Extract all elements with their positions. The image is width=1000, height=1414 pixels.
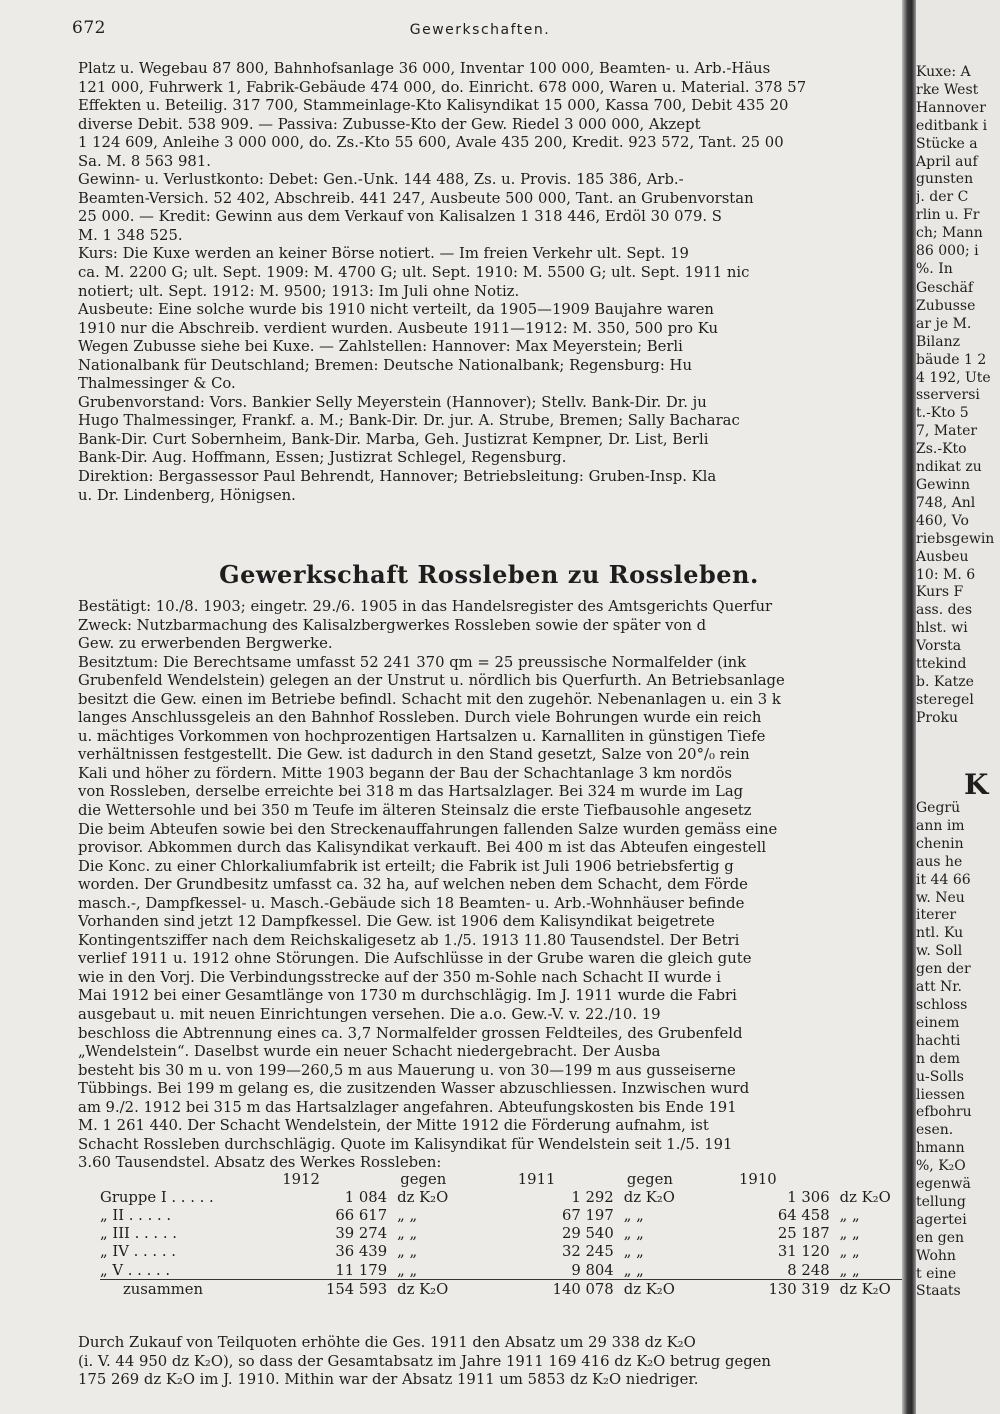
- adjacent-page-line: t eine: [916, 1265, 957, 1282]
- book-gutter: [902, 0, 916, 1414]
- total-1910: 130 319: [686, 1280, 830, 1299]
- text-line: Kurs: Die Kuxe werden an keiner Börse notiert. — Im freien Verkehr ult. Sept. 19: [78, 245, 689, 263]
- text-line: besteht bis 30 m u. von 199—260,5 m aus Mauerung u. von 30—199 m aus gusseiserne: [78, 1061, 736, 1079]
- table-row: [100, 1206, 902, 1224]
- text-line: Grubenvorstand: Vors. Bankier Selly Meyerstein (Hannover); Stellv. Bank-Dir. Dr. ju: [78, 393, 707, 411]
- text-line: besitzt die Gew. einen im Betriebe befindl. Schacht mit den zugehör. Nebenanlagen u. ein 3 k: [78, 690, 781, 708]
- text-line: Beamten-Versich. 52 402, Abschreib. 441 247, Ausbeute 500 000, Tant. an Grubenvorstan: [78, 189, 754, 207]
- text-line: u. mächtiges Vorkommen von hochprozentigen Hartsalzen u. Karnalliten in günstigen Tiefe: [78, 727, 766, 745]
- text-line: ausgebaut u. mit neuen Einrichtungen versehen. Die a.o. Gew.-V. v. 22./10. 19: [78, 1006, 661, 1024]
- total-1911: 140 078: [459, 1280, 613, 1299]
- adjacent-page-lines-bottom: [916, 800, 1000, 1301]
- adjacent-page-line: Wohn: [916, 1247, 956, 1264]
- unit-1911: „ „: [623, 1225, 644, 1243]
- adjacent-page-line: 10: M. 6: [916, 566, 976, 583]
- group-name: Gruppe I . . . . .: [100, 1188, 214, 1206]
- value-1912: 36 439: [335, 1243, 388, 1261]
- page-number: 672: [72, 18, 106, 38]
- text-line: langes Anschlussgeleis an den Bahnhof Rossleben. Durch viele Bohrungen wurde ein reich: [78, 709, 762, 727]
- adjacent-page-line: Kurs F: [916, 584, 964, 601]
- adjacent-page-line: hmann: [916, 1140, 965, 1157]
- unit-1912: „ „: [397, 1243, 418, 1261]
- text-line: provisor. Abkommen durch das Kalisyndikat verkauft. Bei 400 m ist das Abteufen eingestell: [78, 839, 767, 857]
- adjacent-page-line: aus he: [916, 853, 963, 870]
- text-line: Platz u. Wegebau 87 800, Bahnhofsanlage 36 000, Inventar 100 000, Beamten- u. Arb.-Häus: [78, 60, 771, 77]
- adjacent-page-line: b. Katze: [916, 673, 974, 690]
- adjacent-page-line: ass. des: [916, 602, 973, 619]
- running-title: Gewerkschaften.: [409, 22, 551, 38]
- text-line: beschloss die Abtrennung eines ca. 3,7 Normalfelder grossen Feldteiles, des Grubenfeld: [78, 1024, 743, 1042]
- adjacent-page-line: liessen: [916, 1086, 965, 1103]
- adjacent-page-line: ttekind: [916, 656, 967, 673]
- adjacent-page-line: gunsten: [916, 171, 974, 188]
- unit-1912: „ „: [397, 1225, 418, 1243]
- group-name: „ III . . . . .: [100, 1225, 177, 1243]
- text-line: Kali und höher zu fördern. Mitte 1903 begann der Bau der Schachtanlage 3 km nordös: [78, 764, 733, 782]
- group-name: „ IV . . . . .: [100, 1243, 176, 1261]
- text-line: Kontingentsziffer nach dem Reichskaligesetz ab 1./5. 1913 11.80 Tausendstel. Der Betri: [78, 931, 740, 949]
- table-row: [100, 1261, 902, 1280]
- table-row: [100, 1188, 902, 1206]
- adjacent-page-line: n dem: [916, 1050, 960, 1067]
- unit-1911: dz K₂O: [614, 1280, 686, 1299]
- value-1912: 1 084: [344, 1188, 388, 1206]
- value-1911: 67 197: [561, 1206, 614, 1224]
- table-header-cell: [100, 1170, 215, 1188]
- unit-1910: „ „: [839, 1261, 860, 1279]
- adjacent-page-line: schloss: [916, 996, 968, 1013]
- total-1912: 154 593: [215, 1280, 387, 1299]
- value-1910: 25 187: [777, 1225, 830, 1243]
- adjacent-page-lines-top: [916, 64, 1000, 279]
- adjacent-page-line: Proku: [916, 709, 959, 726]
- text-block-previous-entry: [78, 60, 900, 505]
- adjacent-page-line: hlst. wi: [916, 620, 968, 637]
- text-line: Thalmessinger & Co.: [78, 375, 236, 393]
- unit-1911: „ „: [623, 1206, 644, 1224]
- text-line: Ausbeute: Eine solche wurde bis 1910 nicht verteilt, da 1905—1909 Baujahre waren: [78, 301, 714, 319]
- section-title: Gewerkschaft Rossleben zu Rossleben.: [219, 560, 759, 589]
- unit-1912: dz K₂O: [397, 1188, 449, 1206]
- adjacent-page-line: 7, Mater: [916, 423, 978, 440]
- year-header: 1912: [282, 1170, 320, 1188]
- table-row: [100, 1225, 902, 1243]
- adjacent-page-lines-mid: [916, 280, 1000, 728]
- value-1911: 1 292: [571, 1188, 614, 1206]
- text-line: masch.-, Dampfkessel- u. Masch.-Gebäude sich 18 Beamten- u. Arb.-Wohnhäuser befinde: [78, 894, 745, 912]
- gegen-header: gegen: [626, 1170, 673, 1188]
- text-line: ca. M. 2200 G; ult. Sept. 1909: M. 4700 G; ult. Sept. 1910: M. 5500 G; ult. Sept. 1911 nic: [78, 264, 750, 282]
- adjacent-page-line: chenin: [916, 835, 964, 852]
- unit-1911: dz K₂O: [623, 1188, 675, 1206]
- adjacent-page-line: Ausbeu: [916, 548, 969, 565]
- adjacent-page-line: w. Neu: [916, 889, 965, 906]
- adjacent-page-line: %, K₂O: [916, 1158, 966, 1175]
- adjacent-page-line: Vorsta: [916, 638, 962, 655]
- text-line: Die Konc. zu einer Chlorkaliumfabrik ist erteilt; die Fabrik ist Juli 1906 betriebsfertig g: [78, 857, 734, 875]
- table-row: [100, 1243, 902, 1261]
- year-header: 1910: [739, 1170, 777, 1188]
- adjacent-page-line: Gewinn: [916, 476, 970, 493]
- text-line: worden. Der Grundbesitz umfasst ca. 32 ha, auf welchen neben dem Schacht, dem Förde: [78, 876, 748, 894]
- text-line: „Wendelstein“. Daselbst wurde ein neuer Schacht niedergebracht. Der Ausba: [78, 1043, 661, 1061]
- adjacent-page-line: Zs.-Kto: [916, 441, 967, 458]
- adjacent-page-line: ar je M.: [916, 315, 972, 332]
- adjacent-page-line: einem: [916, 1014, 960, 1031]
- unit-1910: dz K₂O: [839, 1188, 891, 1206]
- group-name: „ V . . . . .: [100, 1261, 171, 1279]
- text-line: notiert; ult. Sept. 1912: M. 9500; 1913: Im Juli ohne Notiz.: [78, 282, 520, 300]
- text-line: Die beim Abteufen sowie bei den Streckenauffahrungen fallenden Salze wurden gemäss eine: [78, 820, 778, 838]
- unit-1910: „ „: [839, 1243, 860, 1261]
- adjacent-page-line: tellung: [916, 1193, 966, 1210]
- adjacent-page-line: 460, Vo: [916, 512, 969, 529]
- adjacent-page-line: rke West: [916, 81, 979, 98]
- value-1912: 39 274: [335, 1225, 388, 1243]
- adjacent-page-line: steregel: [916, 691, 974, 708]
- text-line: Hugo Thalmessinger, Frankf. a. M.; Bank-Dir. Dr. jur. A. Strube, Bremen; Sally Bacharac: [78, 412, 740, 430]
- adjacent-page-line: 4 192, Ute: [916, 369, 991, 386]
- adjacent-page-line: egenwä: [916, 1176, 971, 1193]
- page-header: [72, 18, 888, 42]
- unit-1910: „ „: [839, 1225, 860, 1243]
- text-line: Bank-Dir. Aug. Hoffmann, Essen; Justizrat Schlegel, Regensburg.: [78, 449, 567, 467]
- adjacent-page-line: t.-Kto 5: [916, 405, 969, 422]
- adjacent-page-line: ntl. Ku: [916, 925, 964, 942]
- text-line: Schacht Rossleben durchschlägig. Quote im Kalisyndikat für Wendelstein seit 1./5. 191: [78, 1135, 733, 1153]
- value-1912: 11 179: [335, 1261, 388, 1279]
- text-line: Direktion: Bergassessor Paul Behrendt, Hannover; Betriebsleitung: Gruben-Insp. Kla: [78, 468, 717, 486]
- text-line: 25 000. — Kredit: Gewinn aus dem Verkauf von Kalisalzen 1 318 446, Erdöl 30 079. S: [78, 208, 722, 226]
- adjacent-page-line: it 44 66: [916, 871, 971, 888]
- total-label: zusammen: [100, 1280, 215, 1299]
- adjacent-page-line: esen.: [916, 1122, 954, 1139]
- unit-1912: „ „: [397, 1261, 418, 1279]
- text-line: M. 1 348 525.: [78, 226, 183, 244]
- text-line: diverse Debit. 538 909. — Passiva: Zubusse-Kto der Gew. Riedel 3 000 000, Akzept: [78, 115, 701, 133]
- adjacent-page-line: bäude 1 2: [916, 351, 987, 368]
- value-1911: 29 540: [561, 1225, 614, 1243]
- adjacent-page-line: agertei: [916, 1211, 967, 1228]
- adjacent-page-line: editbank i: [916, 117, 988, 134]
- year-header: 1911: [517, 1170, 556, 1188]
- adjacent-page-line: gen der: [916, 961, 971, 978]
- text-line: Bestätigt: 10./8. 1903; eingetr. 29./6. 1905 in das Handelsregister des Amtsgerichts Querfur: [78, 598, 773, 615]
- adjacent-page-line: %. In: [916, 260, 953, 277]
- adjacent-page-line: j. der C: [916, 189, 969, 206]
- text-line: am 9./2. 1912 bei 315 m das Hartsalzlager angefahren. Abteufungskosten bis Ende 191: [78, 1098, 737, 1116]
- text-line: verhältnissen festgestellt. Die Gew. ist dadurch in den Stand gesetzt, Salze von 20°/₀ rein: [78, 746, 750, 764]
- adjacent-page-line: Bilanz: [916, 333, 960, 350]
- adjacent-page-fragment: [916, 0, 1000, 1414]
- text-line: wie in den Vorj. Die Verbindungsstrecke auf der 350 m-Sohle nach Schacht II wurde i: [78, 968, 721, 986]
- text-line: Besitztum: Die Berechtsame umfasst 52 241 370 qm = 25 preussische Normalfelder (ink: [78, 653, 747, 671]
- adjacent-page-line: Staats: [916, 1283, 961, 1300]
- text-line: die Wettersohle und bei 350 m Teufe im älteren Steinsalz die erste Tiefbausohle angesetz: [78, 802, 752, 820]
- text-line: Nationalbank für Deutschland; Bremen: Deutsche Nationalbank; Regensburg: Hu: [78, 356, 692, 374]
- unit-1912: dz K₂O: [387, 1280, 459, 1299]
- text-block-tail: [78, 1334, 900, 1390]
- adjacent-page-line: ann im: [916, 817, 965, 834]
- text-line: Grubenfeld Wendelstein) gelegen an der Unstrut u. nördlich bis Querfurth. An Betriebsanlage: [78, 672, 785, 690]
- value-1911: 32 245: [561, 1243, 614, 1261]
- adjacent-page-line: efbohru: [916, 1104, 972, 1121]
- value-1910: 64 458: [777, 1206, 830, 1224]
- table-header-row: [100, 1170, 902, 1188]
- adjacent-page-line: Gegrü: [916, 800, 961, 816]
- text-line: Vorhanden sind jetzt 12 Dampfkessel. Die Gew. ist 1906 dem Kalisyndikat beigetrete: [78, 913, 715, 931]
- adjacent-page-line: April auf: [916, 153, 978, 170]
- text-line: 121 000, Fuhrwerk 1, Fabrik-Gebäude 474 000, do. Einricht. 678 000, Waren u. Material. 378 57: [78, 78, 807, 96]
- text-line: Gew. zu erwerbenden Bergwerke.: [78, 635, 333, 653]
- text-line: Zweck: Nutzbarmachung des Kalisalzbergwerkes Rossleben sowie der später von d: [78, 616, 707, 634]
- adjacent-page-line: w. Soll: [916, 943, 963, 960]
- text-line: u. Dr. Lindenberg, Hönigsen.: [78, 486, 296, 504]
- text-line: Mai 1912 bei einer Gesamtlänge von 1730 m durchschlägig. Im J. 1911 wurde die Fabri: [78, 987, 737, 1005]
- text-line: Tübbings. Bei 199 m gelang es, die zusitzenden Wasser abzuschliessen. Inzwischen wurd: [78, 1080, 750, 1098]
- value-1910: 8 248: [787, 1261, 830, 1279]
- unit-1911: „ „: [623, 1243, 644, 1261]
- adjacent-page-big-letter: K: [964, 768, 989, 801]
- text-line: 1910 nur die Abschreib. verdient wurden. Ausbeute 1911—1912: M. 350, 500 pro Ku: [78, 319, 718, 337]
- adjacent-page-line: sserversi: [916, 387, 980, 404]
- gegen-header: gegen: [400, 1170, 447, 1188]
- adjacent-page-line: 748, Anl: [916, 494, 976, 511]
- adjacent-page-line: u-Solls: [916, 1068, 964, 1085]
- adjacent-page-line: en gen: [916, 1229, 965, 1246]
- value-1910: 31 120: [777, 1243, 830, 1261]
- text-line: verlief 1911 u. 1912 ohne Störungen. Die Aufschlüsse in der Grube waren die gleich gute: [78, 950, 752, 968]
- adjacent-page-line: Kuxe: A: [916, 64, 971, 80]
- unit-1910: „ „: [839, 1206, 860, 1224]
- text-line: 1 124 609, Anleihe 3 000 000, do. Zs.-Kto 55 600, Avale 435 200, Kredit. 923 572, Tant. 25 00: [78, 134, 784, 152]
- text-block-rossleben: [78, 598, 900, 1173]
- adjacent-page-line: riebsgewin: [916, 530, 995, 547]
- adjacent-page-line: Zubusse: [916, 297, 976, 314]
- text-line: M. 1 261 440. Der Schacht Wendelstein, der Mitte 1912 die Förderung aufnahm, ist: [78, 1117, 709, 1135]
- value-1912: 66 617: [335, 1206, 388, 1224]
- adjacent-page-line: iterer: [916, 907, 957, 924]
- adjacent-page-line: att Nr.: [916, 979, 962, 996]
- unit-1912: „ „: [397, 1206, 418, 1224]
- unit-1911: „ „: [623, 1261, 644, 1279]
- text-line: Durch Zukauf von Teilquoten erhöhte die Ges. 1911 den Absatz um 29 338 dz K₂O: [78, 1334, 696, 1351]
- absatz-table: [100, 1170, 902, 1298]
- adjacent-page-line: hachti: [916, 1032, 961, 1049]
- unit-1910: dz K₂O: [830, 1280, 902, 1299]
- adjacent-page-line: 86 000; i: [916, 243, 979, 260]
- adjacent-page-line: Stücke a: [916, 135, 978, 152]
- group-name: „ II . . . . .: [100, 1206, 172, 1224]
- adjacent-page-line: Hannover: [916, 99, 986, 116]
- adjacent-page-line: Geschäf: [916, 280, 974, 296]
- adjacent-page-line: ndikat zu: [916, 459, 982, 476]
- text-line: Sa. M. 8 563 981.: [78, 152, 211, 170]
- text-line: (i. V. 44 950 dz K₂O), so dass der Gesamtabsatz im Jahre 1911 169 416 dz K₂O betrug gegen: [78, 1352, 771, 1370]
- text-line: Gewinn- u. Verlustkonto: Debet: Gen.-Unk. 144 488, Zs. u. Provis. 185 386, Arb.-: [78, 171, 684, 189]
- text-line: Wegen Zubusse siehe bei Kuxe. — Zahlstellen: Hannover: Max Meyerstein; Berli: [78, 338, 683, 356]
- text-line: Bank-Dir. Curt Sobernheim, Bank-Dir. Marba, Geh. Justizrat Kempner, Dr. List, Berli: [78, 430, 709, 448]
- text-line: 3.60 Tausendstel. Absatz des Werkes Rossleben:: [78, 1154, 442, 1172]
- text-line: von Rossleben, derselbe erreichte bei 318 m das Hartsalzlager. Bei 324 m wurde im Lag: [78, 783, 744, 801]
- value-1911: 9 804: [571, 1261, 614, 1279]
- adjacent-page-line: ch; Mann: [916, 225, 983, 242]
- value-1910: 1 306: [787, 1188, 830, 1206]
- text-line: Effekten u. Beteilig. 317 700, Stammeinlage-Kto Kalisyndikat 15 000, Kassa 700, Debit 435 20: [78, 97, 789, 115]
- text-line: 175 269 dz K₂O im J. 1910. Mithin war der Absatz 1911 um 5853 dz K₂O niedriger.: [78, 1371, 699, 1389]
- adjacent-page-line: rlin u. Fr: [916, 207, 980, 224]
- table-total-row: [100, 1280, 902, 1299]
